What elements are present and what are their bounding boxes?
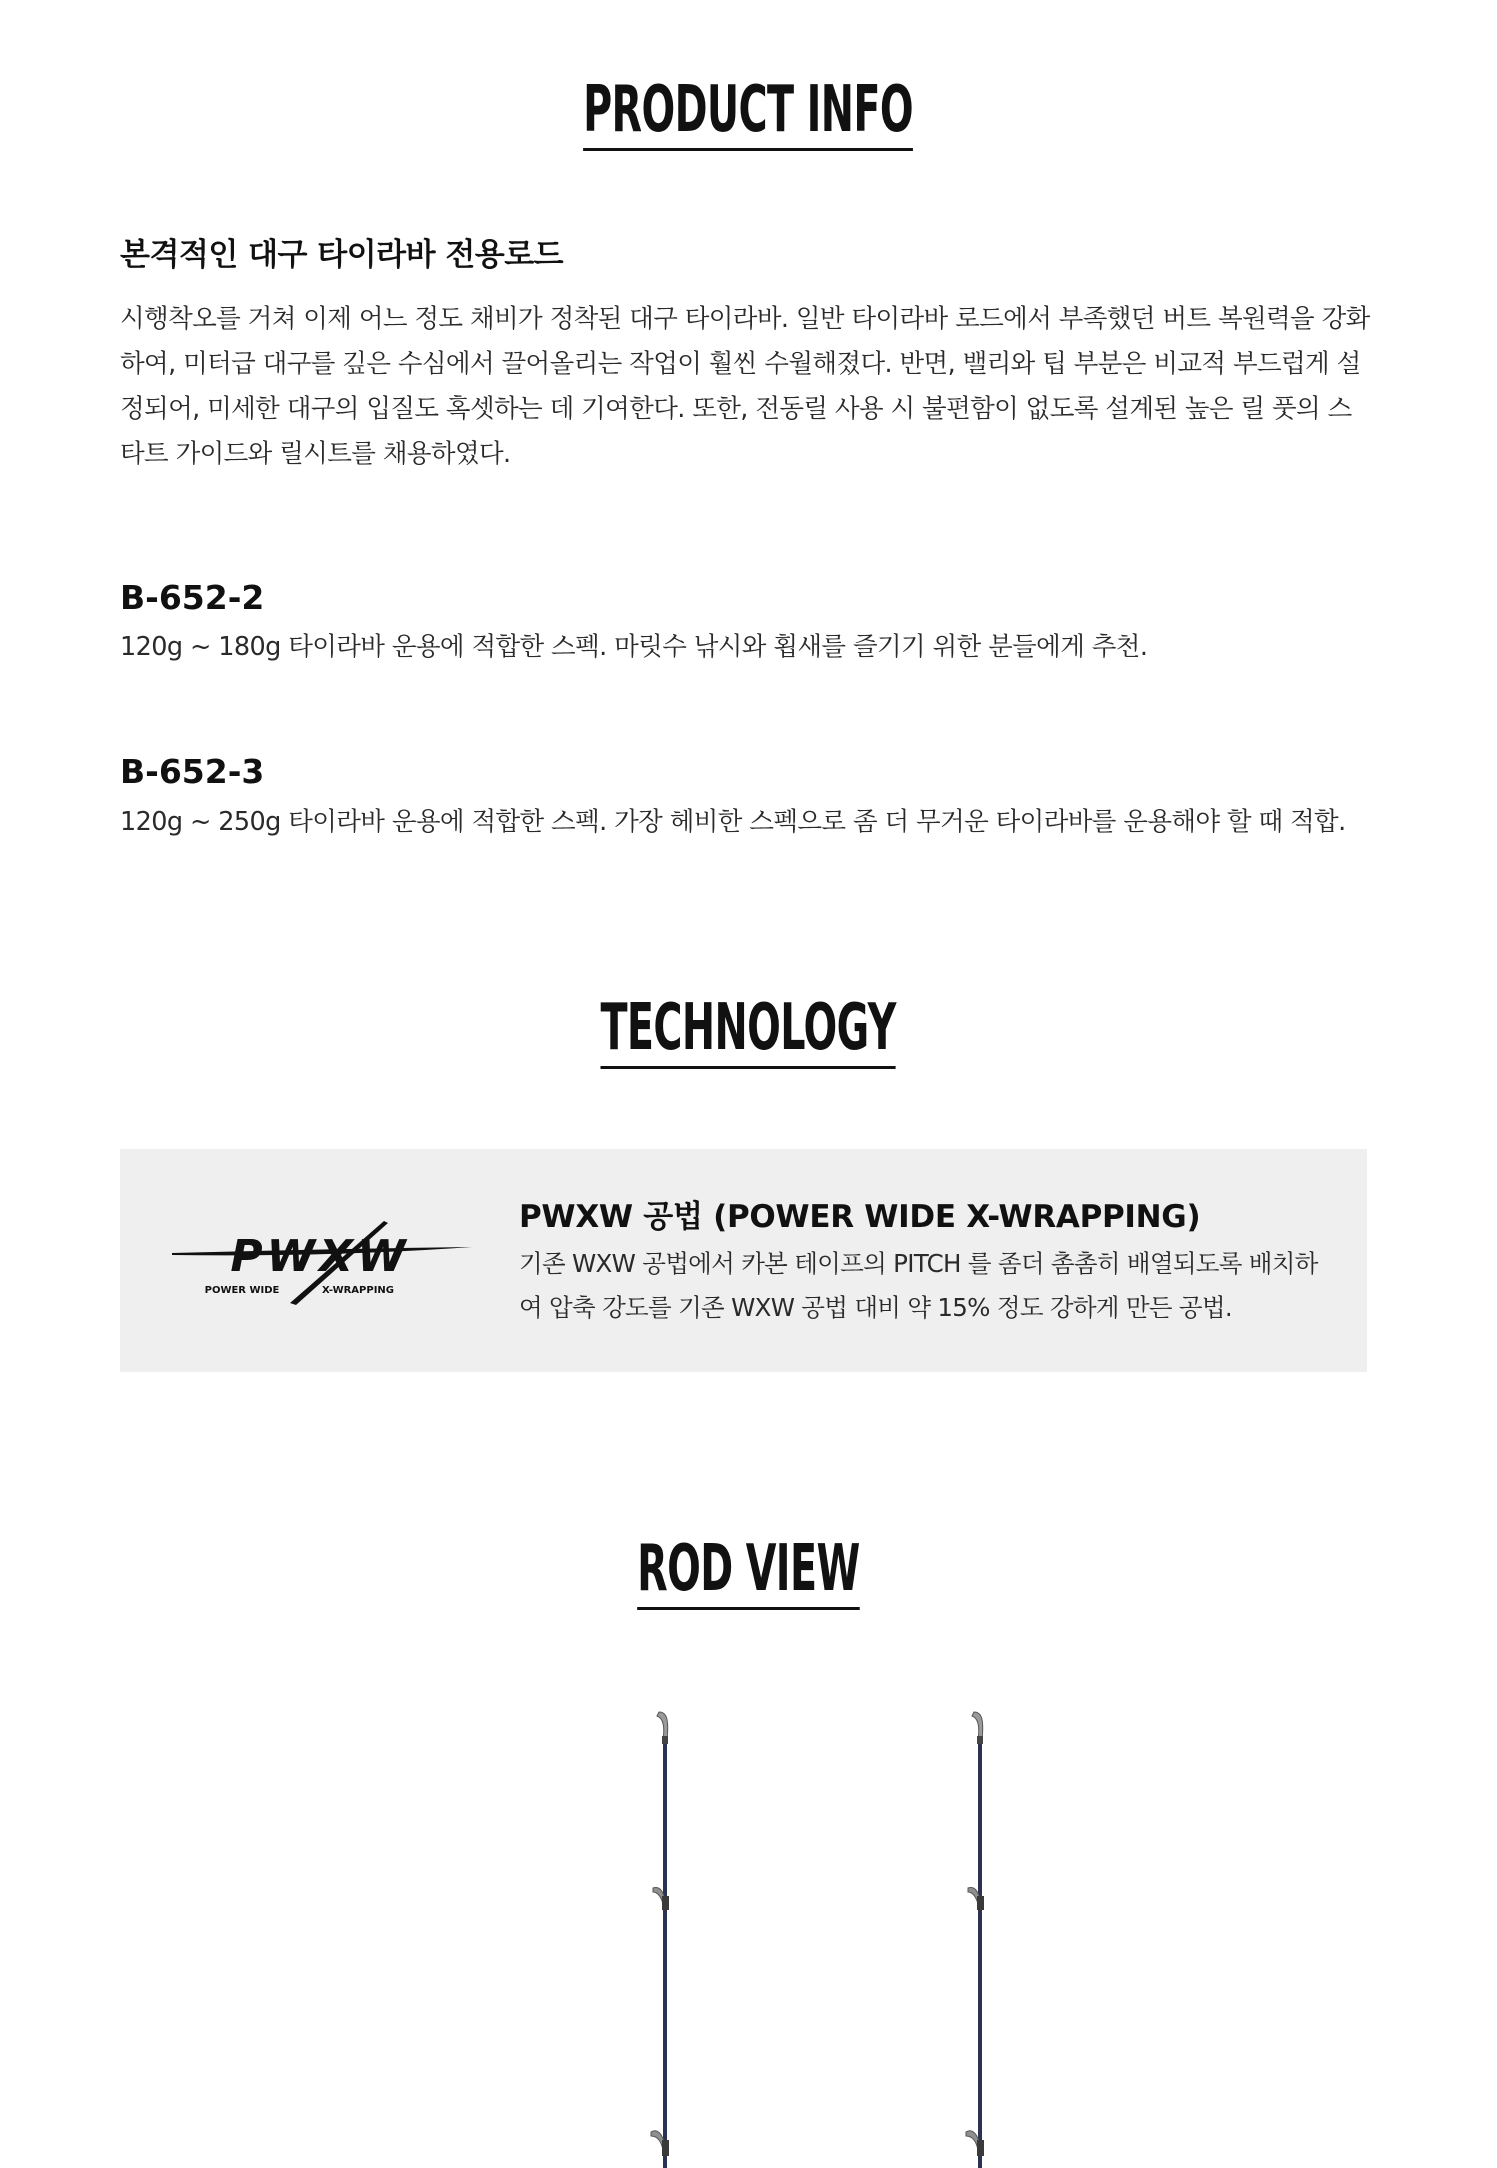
rod-view-title (0, 1532, 1497, 1610)
technology-item-desc: 기존 WXW 공법에서 카본 테이프의 PITCH 를 좀더 촘촘히 배열되도록 배치하여 압축 강도를 기존 WXW 공법 대비 약 15% 정도 강하게 만든 공법. (519, 1249, 1318, 1322)
spec-name-b652-3: B-652-3 (120, 752, 265, 791)
technology-title-text: TECHNOLOGY (601, 996, 896, 1069)
technology-item-title: PWXW 공법 (POWER WIDE X-WRAPPING) (519, 1199, 1201, 1235)
technology-card (120, 1149, 1367, 1372)
spec-name-b652-2: B-652-2 (120, 578, 265, 617)
rod-image-b652-3 (960, 1700, 1000, 2168)
spec-desc-b652-2: 120g ~ 180g 타이라바 운용에 적합한 스펙. 마릿수 낚시와 횝새를 즐기기 위한 분들에게 추천. (120, 632, 1148, 662)
pwxw-logo (172, 1219, 472, 1305)
pwxw-logo-caption-left: POWER WIDE (204, 1285, 280, 1296)
pwxw-logo-caption-right: X-WRAPPING (321, 1285, 395, 1296)
technology-title (0, 991, 1497, 1069)
pwxw-logo-wordmark: PWXW (230, 1231, 410, 1282)
rod-image-b652-2 (645, 1700, 685, 2168)
rod-view-title-text: ROD VIEW (637, 1537, 859, 1610)
product-info-title (0, 73, 1497, 151)
product-info-title-text: PRODUCT INFO (584, 78, 914, 151)
product-headline: 본격적인 대구 타이라바 전용로드 (120, 237, 564, 273)
product-description: 시행착오를 거쳐 이제 어느 정도 채비가 정착된 대구 타이라바. 일반 타이라바 로드에서 부족했던 버트 복원력을 강화하여, 미터급 대구를 깊은 수심에서 끌어올리는 작업이 훨씬 수월해졌다. 반면, 밸리와 팁 부분은 비교적 부드럽게 설정되어, 미세한 대구의 입질도 혹셋하는 데 기여한다. 또한, 전동릴 사용 시 불편함이 없도록 설계된 높은 릴 풋의 스타트 가이드와 릴시트를 채용하였다. (120, 304, 1370, 469)
spec-desc-b652-3: 120g ~ 250g 타이라바 운용에 적합한 스펙. 가장 헤비한 스펙으로 좀 더 무거운 타이라바를 운용해야 할 때 적합. (120, 807, 1346, 837)
